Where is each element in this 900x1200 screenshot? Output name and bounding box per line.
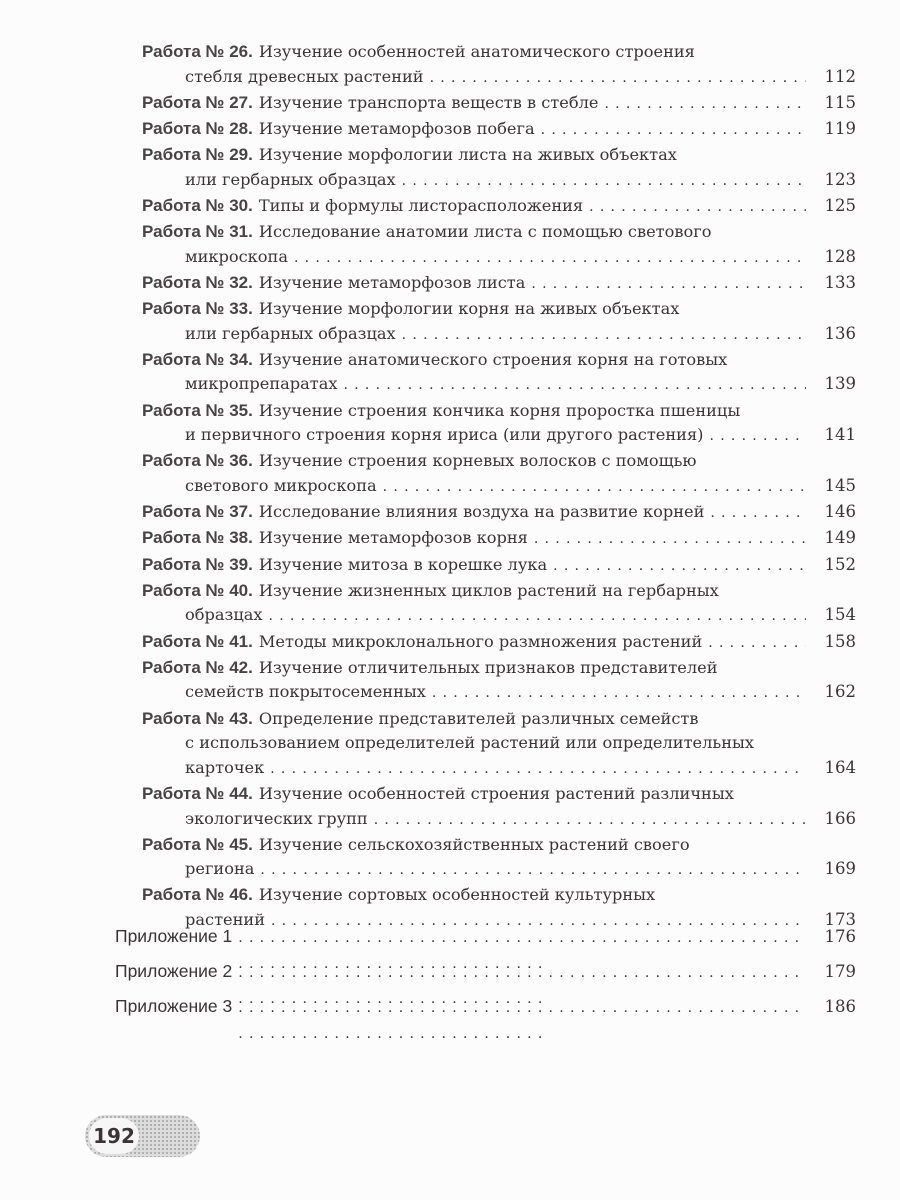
page-number: 169	[824, 859, 856, 879]
work-title: Изучение особенностей строения растений различных	[258, 783, 734, 803]
toc-entry-26[interactable]	[142, 40, 856, 89]
dot-leader	[604, 92, 806, 117]
work-title: Изучение морфологии корня на живых объектах	[258, 299, 680, 319]
work-label: Работа № 38.	[142, 528, 253, 548]
work-label: Работа № 35.	[142, 400, 253, 420]
page-number: 115	[824, 92, 856, 112]
toc-entry-45[interactable]	[142, 833, 856, 882]
work-title-cont: экологических групп	[185, 808, 368, 828]
work-label: Работа № 44.	[142, 783, 253, 803]
page-number: 141	[824, 425, 856, 445]
work-title: Изучение жизненных циклов растений на гербарных	[258, 580, 719, 600]
toc-entry-35[interactable]	[142, 399, 856, 448]
page-number: 136	[824, 323, 856, 343]
page-number: 133	[824, 272, 856, 292]
work-label: Работа № 46.	[142, 885, 253, 905]
work-title-cont: карточек	[185, 757, 265, 777]
toc-entry-32[interactable]	[142, 271, 856, 296]
work-title: Изучение особенностей анатомического строения	[258, 42, 695, 61]
dot-leader	[708, 631, 806, 656]
page-number-badge	[85, 1115, 200, 1157]
toc-appendix-3[interactable]	[115, 993, 856, 1019]
page-number: 125	[824, 195, 856, 215]
work-title: Изучение метаморфозов листа	[258, 272, 526, 292]
page-number: 149	[824, 528, 856, 548]
work-title-cont: микроскопа	[185, 246, 288, 266]
dot-leader	[294, 246, 806, 271]
work-label: Работа № 42.	[142, 657, 253, 677]
work-label: Работа № 41.	[142, 631, 253, 651]
work-title-cont: микропрепаратах	[185, 374, 338, 394]
work-title: Исследование анатомии листа с помощью светового	[258, 222, 712, 242]
toc-entry-29[interactable]	[142, 143, 856, 192]
folio-number: 192	[89, 1118, 139, 1154]
table-of-contents	[142, 40, 856, 933]
page-number: 173	[824, 910, 856, 930]
work-title: Типы и формулы листорасположения	[258, 195, 584, 215]
page-number: 176	[824, 927, 856, 946]
work-label: Работа № 39.	[142, 554, 253, 574]
work-label: Работа № 30.	[142, 195, 253, 215]
dot-leader	[430, 66, 806, 91]
toc-entry-31[interactable]	[142, 220, 856, 269]
work-title-cont: растений	[185, 910, 265, 930]
work-label: Работа № 32.	[142, 272, 253, 292]
work-title: Изучение метаморфозов побега	[258, 118, 535, 138]
dot-leader	[432, 681, 806, 706]
toc-appendix-2[interactable]	[115, 958, 856, 984]
page-number: 162	[824, 682, 856, 702]
work-title-cont: или гербарных образцах	[185, 169, 396, 189]
page-number: 128	[824, 246, 856, 266]
toc-entry-43[interactable]	[142, 707, 856, 781]
work-title: Изучение сельскохозяйственных растений своего	[258, 834, 690, 854]
toc-entry-30[interactable]	[142, 194, 856, 219]
dot-leader	[534, 527, 806, 552]
dot-leader	[402, 323, 806, 348]
work-label: Работа № 29.	[142, 145, 253, 165]
work-title: Изучение строения корневых волосков с помощью	[258, 451, 697, 471]
toc-entry-44[interactable]	[142, 782, 856, 831]
toc-entry-41[interactable]	[142, 630, 856, 655]
work-title-cont: или гербарных образцах	[185, 323, 396, 343]
work-label: Работа № 36.	[142, 451, 253, 471]
page-number: 152	[824, 554, 856, 574]
page-number: 146	[824, 502, 856, 522]
work-title: Изучение сортовых особенностей культурных	[258, 885, 656, 905]
toc-entry-27[interactable]	[142, 91, 856, 116]
toc-entry-37[interactable]	[142, 500, 856, 525]
appendix-label: Приложение 3	[115, 996, 233, 1016]
work-title: Изучение морфологии листа на живых объектах	[258, 145, 677, 165]
dot-leader	[553, 554, 806, 579]
page-number: 154	[824, 605, 856, 625]
dot-leader	[710, 424, 807, 449]
dot-leader	[541, 118, 806, 143]
work-title: Исследование влияния воздуха на развитие корней	[258, 502, 705, 522]
dot-leader	[260, 858, 806, 883]
toc-entry-42[interactable]	[142, 656, 856, 705]
work-title-cont: образцах	[185, 605, 263, 625]
page-number: 145	[824, 476, 856, 496]
page-number: 164	[824, 757, 856, 777]
work-title: Изучение метаморфозов корня	[258, 528, 528, 548]
work-title: Изучение анатомического строения корня на готовых	[258, 349, 728, 369]
dot-leader	[374, 808, 806, 833]
page-number: 158	[824, 631, 856, 651]
toc-entry-28[interactable]	[142, 117, 856, 142]
dot-leader	[710, 501, 806, 526]
work-title: Изучение отличительных признаков представителей	[258, 657, 718, 677]
work-label: Работа № 37.	[142, 502, 253, 522]
work-title: Изучение транспорта веществ в стебле	[258, 92, 599, 112]
page-number: 139	[824, 374, 856, 394]
work-title-cont: региона	[185, 859, 255, 879]
work-title: Изучение строения кончика корня проростка пшеницы	[258, 400, 741, 420]
work-title: Методы микроклонального размножения растений	[258, 631, 703, 651]
toc-entry-36[interactable]	[142, 449, 856, 498]
dot-leader	[270, 757, 806, 782]
page-number: 186	[824, 997, 856, 1016]
dot-leader	[402, 169, 806, 194]
work-label: Работа № 40.	[142, 580, 253, 600]
appendix-label: Приложение 2	[115, 961, 233, 981]
page-number: 112	[824, 66, 856, 86]
dot-leader	[531, 272, 806, 297]
toc-entry-39[interactable]	[142, 553, 856, 578]
work-title-cont: семейств покрытосеменных	[185, 682, 426, 702]
work-title-cont: стебля древесных растений	[185, 66, 424, 86]
work-title-cont: с использованием определителей растений или определительных	[185, 733, 755, 753]
dot-leader	[238, 995, 806, 1047]
toc-entry-38[interactable]	[142, 526, 856, 551]
work-label: Работа № 28.	[142, 118, 253, 138]
page-number: 179	[824, 962, 856, 981]
dot-leader	[269, 604, 806, 629]
toc-entry-40[interactable]	[142, 579, 856, 628]
work-title-cont: светового микроскопа	[185, 476, 377, 496]
toc-appendix-1[interactable]	[115, 923, 856, 949]
page-number: 123	[824, 169, 856, 189]
work-label: Работа № 43.	[142, 708, 253, 728]
work-label: Работа № 27.	[142, 92, 253, 112]
page-number: 166	[824, 808, 856, 828]
work-title: Определение представителей различных семейств	[258, 708, 699, 728]
work-label: Работа № 45.	[142, 834, 253, 854]
work-label: Работа № 33.	[142, 299, 253, 319]
work-label: Работа № 31.	[142, 222, 253, 242]
toc-entry-33[interactable]	[142, 297, 856, 346]
dot-leader	[344, 373, 806, 398]
dot-leader	[589, 195, 806, 220]
work-label: Работа № 34.	[142, 349, 253, 369]
appendix-label: Приложение 1	[115, 926, 233, 946]
work-label: Работа № 26.	[142, 42, 253, 61]
work-title: Изучение митоза в корешке лука	[258, 554, 548, 574]
toc-entry-34[interactable]	[142, 348, 856, 397]
dot-leader	[383, 475, 806, 500]
work-title-cont: и первичного строения корня ириса (или другого растения)	[185, 425, 704, 445]
page-number: 119	[824, 118, 856, 138]
